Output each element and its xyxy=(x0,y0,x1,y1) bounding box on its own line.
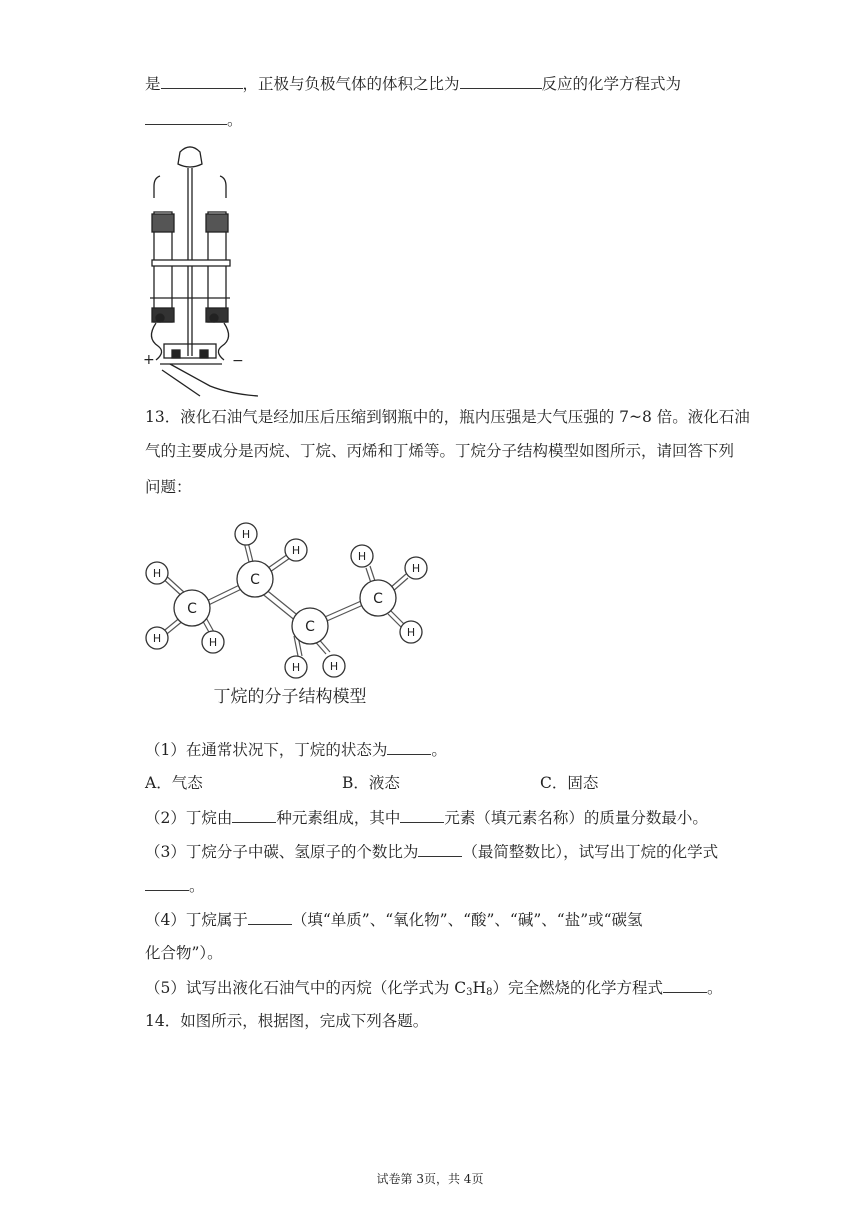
option-a[interactable]: A．气态 xyxy=(145,774,203,792)
q13-part-3-cont: 。 xyxy=(145,874,205,897)
q12-text-a: 是 xyxy=(145,75,161,93)
svg-text:C: C xyxy=(250,572,260,588)
q12-line-1 xyxy=(145,72,681,95)
q13-part-3: （3）丁烷分子中碳、氢原子的个数比为 （最简整数比），试写出丁烷的化学式 xyxy=(145,840,718,863)
q12-text-b: ，正极与负极气体的体积之比为 xyxy=(242,75,460,93)
q13-intro-line-2: 气的主要成分是丙烷、丁烷、丙烯和丁烯等。丁烷分子结构模型如图所示，请回答下列 xyxy=(145,442,735,460)
svg-text:C: C xyxy=(373,591,383,607)
svg-text:C: C xyxy=(305,619,315,635)
q13-intro-line-3: 问题： xyxy=(145,478,192,496)
svg-text:H: H xyxy=(411,562,421,575)
svg-text:H: H xyxy=(241,528,251,541)
q13-part-4: （4）丁烷属于 （填“单质”、“氧化物”、“酸”、“碱”、“盐”或“碳氢 xyxy=(145,908,643,931)
q14-intro: 14．如图所示，根据图，完成下列各题。 xyxy=(145,1012,429,1030)
answer-blank[interactable] xyxy=(145,108,227,125)
svg-text:H: H xyxy=(291,661,301,674)
answer-blank[interactable] xyxy=(400,806,444,823)
svg-text:H: H xyxy=(208,636,218,649)
svg-text:C: C xyxy=(187,601,197,617)
answer-blank[interactable] xyxy=(663,976,707,993)
svg-text:H: H xyxy=(152,567,162,580)
butane-molecule-model xyxy=(140,512,440,712)
option-b[interactable]: B．液态 xyxy=(342,774,400,792)
svg-text:H: H xyxy=(291,544,301,557)
svg-text:H: H xyxy=(357,550,367,563)
page-footer: 试卷第 3页，共 4页 xyxy=(376,1172,484,1186)
answer-blank[interactable] xyxy=(248,908,292,925)
q13-intro-line-1: 13．液化石油气是经加压后压缩到钢瓶中的，瓶内压强是大气压强的 7~8 倍。液化石油 xyxy=(145,408,750,426)
q13-part-1: （1）在通常状况下，丁烷的状态为 。 xyxy=(145,738,447,761)
option-c[interactable]: C．固态 xyxy=(540,774,599,792)
q13-part-5: （5）试写出液化石油气中的丙烷（化学式为 $C_3H_8$）完全燃烧的化学方程式 。 xyxy=(145,976,722,1004)
answer-blank[interactable] xyxy=(232,806,276,823)
electrolysis-apparatus-figure xyxy=(140,138,270,398)
minus-terminal-label: − xyxy=(232,353,244,369)
q13-part-2: （2）丁烷由 种元素组成，其中 元素（填元素名称）的质量分数最小。 xyxy=(145,806,708,829)
q12-text-c: 反应的化学方程式为 xyxy=(541,75,682,93)
answer-blank[interactable] xyxy=(145,874,189,891)
molecule-caption: 丁烷的分子结构模型 xyxy=(213,687,367,707)
svg-text:H: H xyxy=(152,632,162,645)
answer-blank[interactable] xyxy=(161,72,243,89)
svg-text:H: H xyxy=(406,626,416,639)
plus-terminal-label: + xyxy=(143,352,155,368)
svg-text:H: H xyxy=(329,660,339,673)
answer-blank[interactable] xyxy=(387,738,431,755)
answer-blank[interactable] xyxy=(460,72,542,89)
answer-blank[interactable] xyxy=(418,840,462,857)
q13-part-4-cont: 化合物”）。 xyxy=(145,944,223,962)
q12-line-2: 。 xyxy=(145,108,243,131)
